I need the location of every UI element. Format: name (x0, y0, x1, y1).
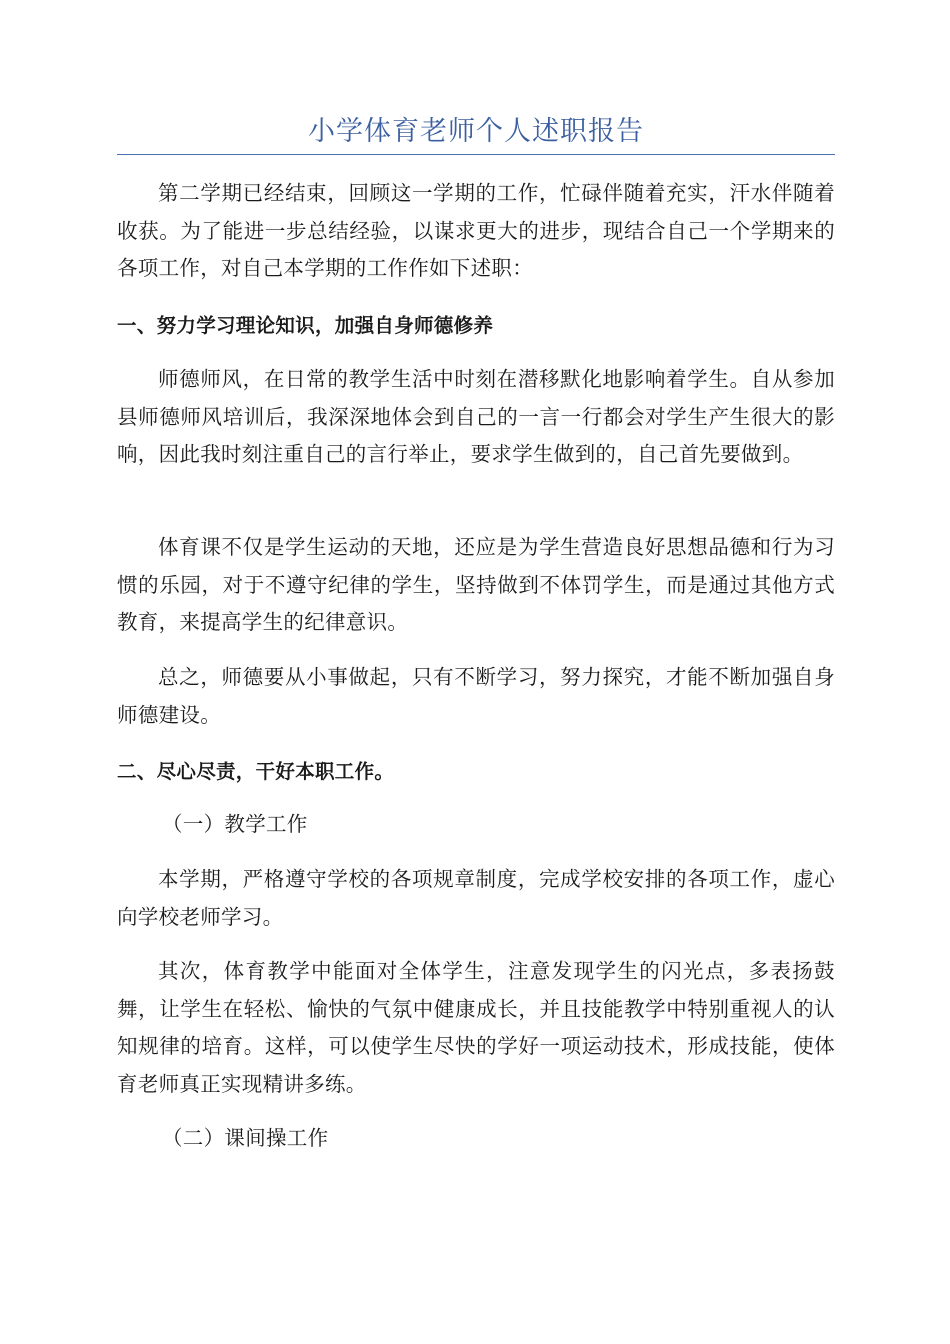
section-2-heading: 二、尽心尽责，干好本职工作。 (117, 760, 395, 783)
subsection-1-heading: （一）教学工作 (162, 812, 308, 836)
subsection-2-heading: （二）课间操工作 (162, 1126, 329, 1150)
intro-paragraph: 第二学期已经结束，回顾这一学期的工作，忙碌伴随着充实，汗水伴随着收获。为了能进一步总结经验，以谋求更大的进步，现结合自己一个学期来的各项工作，对自己本学期的工作作如下述职： (117, 181, 835, 280)
section-1-paragraph-2: 体育课不仅是学生运动的天地，还应是为学生营造良好思想品德和行为习惯的乐园，对于不遵守纪律的学生，坚持做到不体罚学生，而是通过其他方式教育，来提高学生的纪律意识。 (117, 535, 835, 634)
section-1-heading: 一、努力学习理论知识，加强自身师德修养 (117, 314, 494, 337)
title-underline (117, 154, 835, 155)
document-title: 小学体育老师个人述职报告 (308, 116, 644, 147)
section-1-paragraph-1: 师德师风，在日常的教学生活中时刻在潜移默化地影响着学生。自从参加县师德师风培训后，我深深地体会到自己的一言一行都会对学生产生很大的影响，因此我时刻注重自己的言行举止，要求学生做到的，自己首先要做到。 (117, 367, 835, 466)
subsection-1-paragraph-1: 本学期，严格遵守学校的各项规章制度，完成学校安排的各项工作，虚心向学校老师学习。 (117, 867, 835, 929)
section-1-paragraph-3: 总之，师德要从小事做起，只有不断学习，努力探究，才能不断加强自身师德建设。 (117, 665, 835, 727)
subsection-1-paragraph-2: 其次，体育教学中能面对全体学生，注意发现学生的闪光点，多表扬鼓舞，让学生在轻松、愉快的气氛中健康成长，并且技能教学中特别重视人的认知规律的培育。这样，可以使学生尽快的学好一项运动技术，形成技能，使体育老师真正实现精讲多练。 (117, 959, 835, 1096)
